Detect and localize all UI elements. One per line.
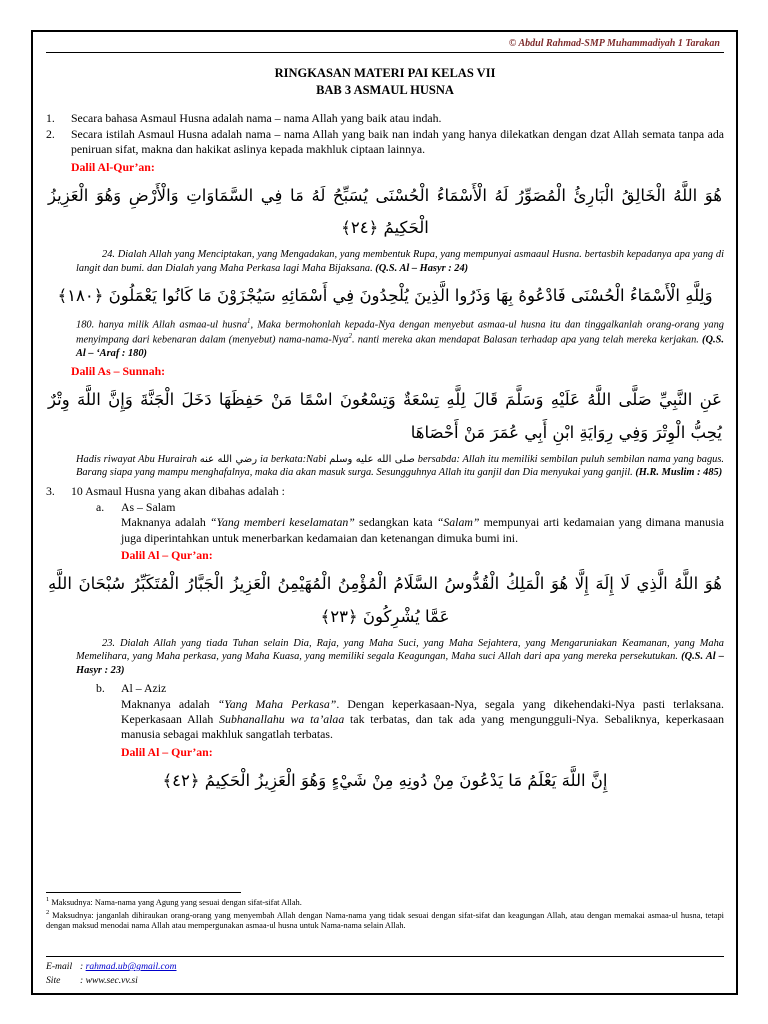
footnote-2-marker: 2 (46, 908, 50, 916)
list-item-1-number: 1. (46, 110, 55, 125)
dalil-quran-label-1: Dalil Al-Qur’an: (71, 159, 155, 174)
quoted-term: “Salam” (436, 515, 480, 530)
verse-reference: (Q.S. Al – Hasyr : 23) (76, 651, 724, 676)
transliteration-term: Subhanallahu wa ta’alaa (219, 711, 345, 726)
sub-item-a (96, 500, 724, 515)
footnote-1-text: Maksudnya: Nama-nama yang Agung yang sesuai dengan sifat-sifat Allah. (51, 897, 302, 907)
sub-item-b (96, 681, 724, 696)
arabic-verse-al-hasyr-24: هُوَ اللَّهُ الْخَالِقُ الْبَارِئُ الْمُصَوِّرُ لَهُ الْأَسْمَاءُ الْحُسْنَى يُسَبِّحُ لَهُ مَا فِي السَّمَاوَاتِ وَالْأَرْضِ وَهُوَ الْعَزِيزُ الْحَكِيمُ ﴿٢٤﴾ (48, 186, 722, 238)
sub-item-b-title: Al – Aziz (121, 681, 167, 696)
arabic-verse-al-aziz: إِنَّ اللَّهَ يَعْلَمُ مَا يَدْعُونَ مِنْ دُونِهِ مِنْ شَيْءٍ وَهُوَ الْعَزِيزُ الْحَكِيمُ ﴿٤٢﴾ (162, 770, 608, 790)
dalil-sunnah-label: Dalil As – Sunnah: (71, 364, 166, 379)
document-content (46, 111, 724, 797)
page-header (46, 36, 724, 53)
translation-text: , Maka bermohonlah kepada-Nya dengan menyebut asmaa-ul husna itu dan tinggalkanlah orang-orang yang menyimpang dari kebenaran dalam (menyebut) nama-nama-Nya (76, 319, 724, 346)
list-item-1-text: Secara bahasa Asmaul Husna adalah nama – nama Allah yang baik atau indah. (71, 110, 442, 125)
list-item-3-number: 3. (46, 483, 55, 498)
page-footer (46, 956, 724, 987)
list-item-1 (46, 111, 724, 126)
page-body (46, 53, 724, 892)
translation-text: . nanti mereka akan mendapat Balasan terhadap apa yang telah mereka kerjakan. (352, 334, 703, 346)
translation-al-araf-180 (76, 317, 724, 360)
dalil-quran-label-3: Dalil Al – Qur’an: (121, 744, 213, 759)
inline-arabic-radiallahu-anhu: رضي الله عنه (199, 453, 258, 465)
copyright-text: © Abdul Rahmad-SMP Muhammadiyah 1 Tarakan (508, 38, 720, 49)
list-item-3-text: 10 Asmaul Husna yang akan dibahas adalah : (71, 483, 285, 498)
translation-text: ia berkata:Nabi (257, 453, 330, 465)
document-title-line-1: RINGKASAN MATERI PAI KELAS VII (274, 66, 496, 80)
sub-item-a-title: As – Salam (121, 500, 176, 515)
translation-text: 23. Dialah Allah yang tiada Tuhan selain Dia, Raja, yang Maha Suci, yang Maha Sejahtera, yang Mengaruniakan Keamanan, yang Maha Memelihara, yang Maha perkasa, yang Maha Kuasa, yang memiliki segala Keagungan, Maha suci Allah dari apa yang mereka persekutukan. (76, 637, 724, 663)
sub-item-a-letter: a. (96, 500, 105, 515)
quoted-meaning: “Yang Maha Perkasa” (217, 696, 337, 711)
footnote-2-text: Maksudnya: janganlah dihiraukan orang-orang yang menyembah Allah dengan Nama-nama yang tidak sesuai dengan sifat-sifat dan keagungan Allah, atau dengan memakai asmaa-ul husna, tetapi dengan maksud menodai nama Allah atau mempergunakan asmaa-ul husna untuk Nama-nama selain Allah. (46, 910, 724, 931)
footnote-1-marker: 1 (46, 895, 50, 903)
body-text: mempunyai arti kedamaian yang dimana manusia juga diperintahkan untuk menerbarkan kedamaian dan ketenangan dimuka bumi ini. (121, 515, 724, 545)
colon-separator: : (80, 974, 84, 986)
verse-reference: (Q.S. Al – Hasyr : 24) (375, 262, 469, 274)
list-item-3 (46, 484, 724, 499)
footer-site-row (46, 974, 724, 987)
document-title (46, 65, 724, 99)
footer-email-row (46, 960, 724, 973)
sub-item-b-letter: b. (96, 681, 105, 696)
footnote-separator (46, 892, 241, 893)
translation-text: bersabda: Allah itu memiliki sembilan puluh sembilan nama yang bagus. Barang siapa yang mampu menghafalnya, maka dia akan masuk surga. Sesungguhnya Allah itu ganjil dan Dia menyukai yang ganjil. (76, 453, 724, 479)
dalil-quran-label-2: Dalil Al – Qur’an: (121, 548, 213, 563)
arabic-verse-al-hasyr-23: هُوَ اللَّهُ الَّذِي لَا إِلَهَ إِلَّا هُوَ الْمَلِكُ الْقُدُّوسُ السَّلَامُ الْمُؤْمِنُ الْمُهَيْمِنُ الْعَزِيزُ الْجَبَّارُ الْمُتَكَبِّرُ سُبْحَانَ اللَّهِ عَمَّا يُشْرِكُونَ ﴿٢٣﴾ (48, 574, 722, 626)
colon-separator: : (80, 961, 84, 973)
list-item-2 (46, 127, 724, 158)
translation-text: 180. hanya milik Allah asmaa-ul husna (76, 319, 248, 331)
inline-arabic-sallallahu-alaihi-wasallam: صلى الله عليه وسلم (329, 453, 415, 465)
hadith-reference: (H.R. Muslim : 485) (635, 467, 723, 479)
page-bottom (46, 892, 724, 987)
arabic-verse-al-araf-180: وَلِلَّهِ الْأَسْمَاءُ الْحُسْنَى فَادْعُوهُ بِهَا وَذَرُوا الَّذِينَ يُلْحِدُونَ فِي أَسْمَائِهِ سَيُجْزَوْنَ مَا كَانُوا يَعْمَلُونَ ﴿١٨٠﴾ (57, 286, 713, 306)
body-text: Maknanya adalah (121, 696, 218, 711)
email-label: E-mail (46, 961, 73, 973)
footnote-ref-1: 1 (247, 316, 251, 325)
sub-item-b-body (121, 697, 724, 743)
translation-text: 24. Dialah Allah yang Menciptakan, yang Mengadakan, yang membentuk Rupa, yang mempunyai asmaaul Husna. bertasbih kepadanya apa yang di langit dan bumi. dan Dialah yang Maha Perkasa lagi Maha Bijaksana. (76, 249, 724, 274)
body-text: tak terbatas, dan tak ada yang mengungguli-Nya. Sebaliknya, keperkasaan manusia sebagai makhluk sangatlah terbatas. (121, 711, 724, 742)
translation-al-hasyr-24 (76, 248, 724, 275)
translation-al-hasyr-23 (76, 637, 724, 678)
quoted-meaning: “Yang memberi keselamatan” (209, 515, 355, 530)
document-title-line-2: BAB 3 ASMAUL HUSNA (316, 82, 454, 97)
body-text: Maknanya adalah (121, 515, 210, 530)
verse-reference: (Q.S. Al – ‘Araf : 180) (76, 334, 724, 359)
list-item-2-text: Secara istilah Asmaul Husna adalah nama – nama Allah yang baik nan indah yang hanya dilekatkan dengan dzat Allah semata tanpa ada peniruan sifat, makna dan hakikat aslinya kepada makhluk ciptaan lainnya. (71, 127, 724, 157)
footnote-ref-2: 2 (348, 331, 352, 340)
footnote-2 (46, 909, 724, 933)
translation-text: Hadis riwayat Abu Hurairah (76, 453, 200, 465)
arabic-hadith-text: عَنِ النَّبِيِّ صَلَّى اللَّهُ عَلَيْهِ وَسَلَّمَ قَالَ لِلَّهِ تِسْعَةٌ وَتِسْعُونَ اسْمًا مَنْ حَفِظَهَا دَخَلَ الْجَنَّةَ وَإِنَّ اللَّهَ وِتْرٌ يُحِبُّ الْوِتْرَ وَفِي رِوَايَةِ ابْنِ أَبِي عُمَرَ مَنْ أَحْصَاهَا (48, 390, 722, 442)
list-item-2-number: 2. (46, 127, 55, 142)
email-link[interactable]: rahmad.ub@gmail.com (85, 961, 177, 973)
page-border-frame (31, 30, 738, 995)
body-text: . Dengan keperkasaan-Nya, segala yang dikehendaki-Nya pasti terlaksana. Keperkasaan Allah (121, 696, 724, 726)
translation-hadith (76, 453, 724, 480)
site-link[interactable]: www.sec.vv.si (85, 974, 138, 986)
body-text: sedangkan kata (354, 515, 437, 530)
footnote-1 (46, 896, 724, 909)
sub-item-a-body (121, 515, 724, 546)
site-label: Site (46, 974, 61, 986)
